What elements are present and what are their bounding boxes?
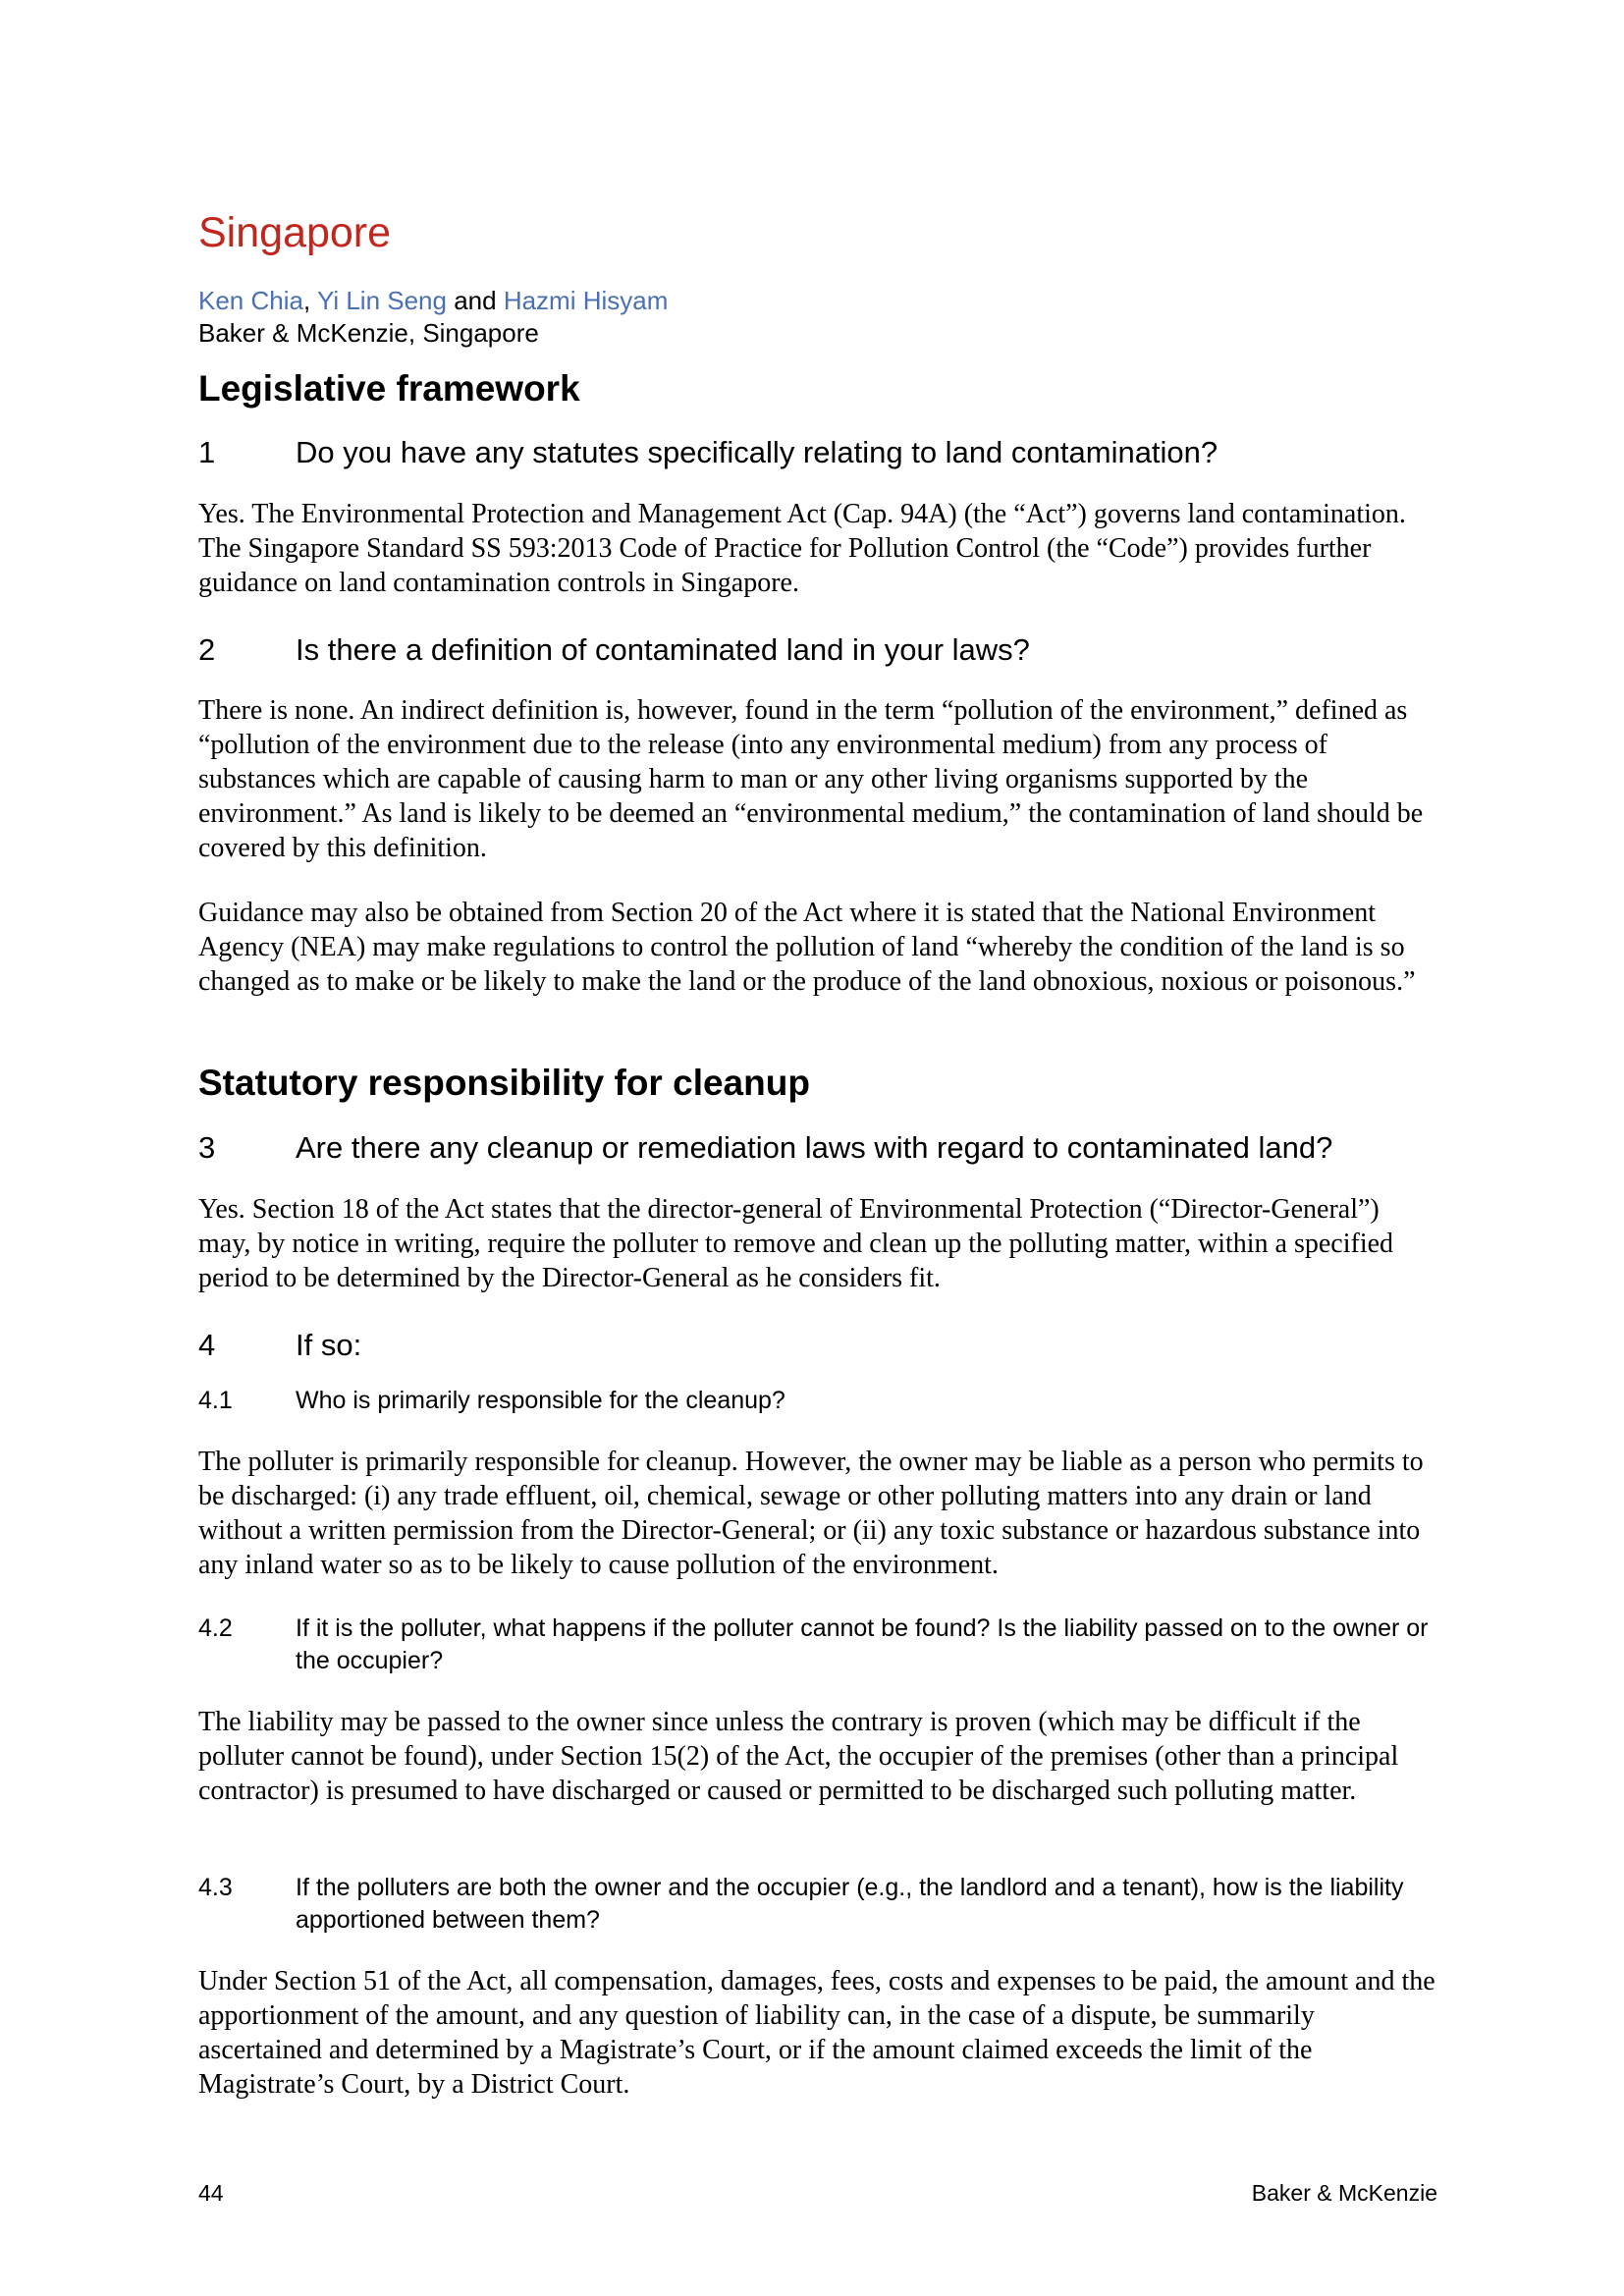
section-heading-legislative: Legislative framework [198,368,580,409]
author-separator: and [446,286,504,315]
question-2 [198,631,1437,670]
question-number: 1 [198,435,216,469]
answer-4-3: Under Section 51 of the Act, all compensation, damages, fees, costs and expenses to be paid, the amount and the apportionment of the amount, and any question of liability can, in the case of a dispute, be summarily ascertained and determined by a Magistrate’s Court, or if the amount claimed exceeds the limit of the Magistrate’s Court, by a District Court. [198,1966,1435,2100]
question-text: Do you have any statutes specifically relating to land contamination? [296,435,1218,469]
subquestion-text: Who is primarily responsible for the cleanup? [296,1387,785,1414]
firm-name: Baker & McKenzie, Singapore [198,318,539,348]
page-number: 44 [198,2180,224,2206]
page-title: Singapore [198,209,392,256]
question-number: 3 [198,1130,216,1165]
answer-4-1: The polluter is primarily responsible for cleanup. However, the owner may be liable as a person who permits to be discharged: (i) any trade effluent, oil, chemical, sewage or other polluting matters into any drain or land without a written permission from the Director-General; or (ii) any toxic substance or hazardous substance into any inland water so as to be likely to cause pollution of the environment. [198,1447,1424,1580]
author-line [198,285,668,317]
subquestion-number: 4.2 [198,1614,233,1642]
question-text: Is there a definition of contaminated land in your laws? [296,632,1030,667]
author-name[interactable]: Ken Chia [198,286,303,315]
question-text: If so: [296,1328,362,1362]
answer-4-2: The liability may be passed to the owner since unless the contrary is proven (which may be difficult if the polluter cannot be found), under Section 15(2) of the Act, the occupier of the premises (other than a principal contractor) is presumed to have discharged or caused or permitted to be discharged such polluting matter. [198,1707,1399,1806]
section-heading-statutory: Statutory responsibility for cleanup [198,1063,810,1103]
answer-1: Yes. The Environmental Protection and Management Act (Cap. 94A) (the “Act”) governs land contamination. The Singapore Standard SS 593:2013 Code of Practice for Pollution Control (the “Code”) provides further guidance on land contamination controls in Singapore. [198,499,1406,598]
subquestion-4-1 [198,1385,1437,1417]
subquestion-4-2 [198,1613,1437,1676]
subquestion-text: If it is the polluter, what happens if the polluter cannot be found? Is the liability passed on to the owner or the occupier? [296,1614,1429,1674]
subquestion-4-3 [198,1872,1437,1936]
answer-3: Yes. Section 18 of the Act states that the director-general of Environmental Protection (“Director-General”) may, by notice in writing, require the polluter to remove and clean up the polluting matter, within a specified period to be determined by the Director-General as he considers fit. [198,1194,1394,1293]
subquestion-number: 4.3 [198,1874,233,1901]
footer-publisher: Baker & McKenzie [1251,2180,1437,2206]
author-separator: , [302,286,317,315]
question-4 [198,1327,1437,1365]
question-1 [198,434,1437,472]
question-3 [198,1129,1437,1168]
answer-2-paragraph-2: Guidance may also be obtained from Section 20 of the Act where it is stated that the National Environment Agency (NEA) may make regulations to control the pollution of land “whereby the condition of the land is so changed as to make or be likely to make the land or the produce of the land obnoxious, noxious or poisonous.” [198,898,1416,997]
subquestion-text: If the polluters are both the owner and the occupier (e.g., the landlord and a tenant), how is the liability apportioned between them? [296,1874,1404,1934]
answer-2-paragraph-1: There is none. An indirect definition is, however, found in the term “pollution of the environment,” defined as “pollution of the environment due to the release (into any environmental medium) from any process of substances which are capable of causing harm to man or any other living organisms supported by the environment.” As land is likely to be deemed an “environmental medium,” the contamination of land should be covered by this definition. [198,695,1424,863]
question-number: 4 [198,1328,216,1362]
question-text: Are there any cleanup or remediation laws with regard to contaminated land? [296,1130,1333,1165]
author-name[interactable]: Yi Lin Seng [316,286,447,315]
author-name[interactable]: Hazmi Hisyam [503,286,669,315]
subquestion-number: 4.1 [198,1387,233,1414]
question-number: 2 [198,632,216,667]
